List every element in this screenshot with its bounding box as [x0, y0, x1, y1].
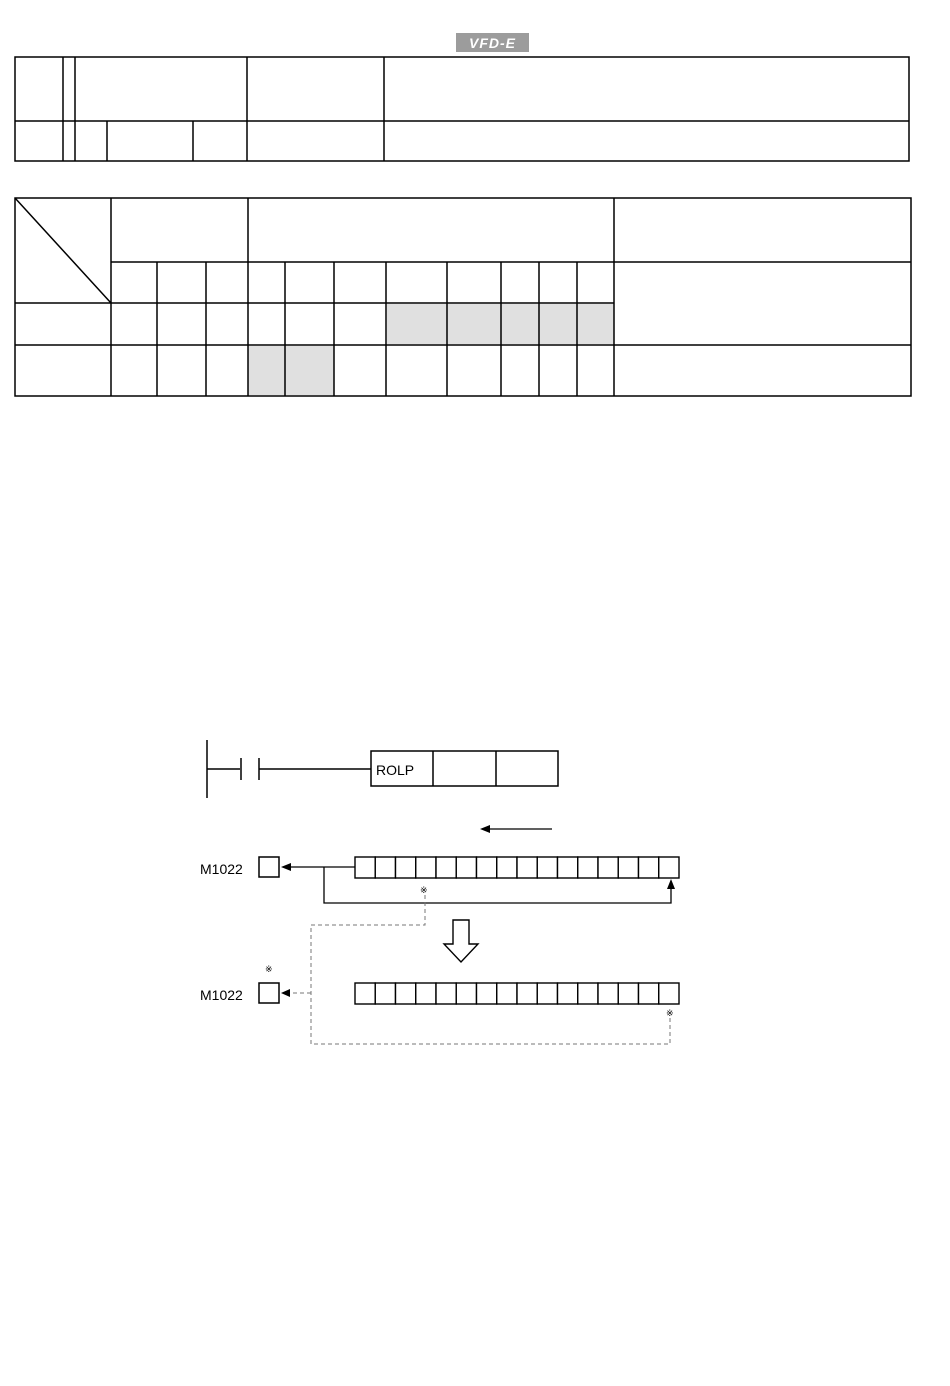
carry-bit-box-after: [259, 983, 279, 1003]
bit-cell: [497, 857, 517, 878]
bit-cell: [477, 983, 497, 1004]
instruction-header-table: [15, 57, 909, 161]
mark-carry-after: ※: [265, 965, 273, 975]
carry-bit-box-before: [259, 857, 279, 877]
bit-cell: [558, 857, 578, 878]
bit-cell: [639, 983, 659, 1004]
dashed-tracking-path: [290, 895, 670, 1044]
bit-cell: [375, 983, 395, 1004]
bit-cell: [456, 857, 476, 878]
bit-word-before: [355, 857, 679, 878]
rotation-direction-arrow: [480, 825, 552, 833]
bit-cell: [436, 857, 456, 878]
bit-cell: [659, 983, 679, 1004]
operand-table: [15, 198, 911, 396]
bit-cell: [416, 857, 436, 878]
bit-cell: [659, 857, 679, 878]
bit-cell: [517, 857, 537, 878]
shaded-cells-row2: [248, 346, 334, 395]
bit-cell: [517, 983, 537, 1004]
result-down-arrow: [444, 920, 478, 962]
bit-cell: [375, 857, 395, 878]
bit-cell: [618, 983, 638, 1004]
bit-cell: [456, 983, 476, 1004]
bit-cell: [396, 857, 416, 878]
bit-cell: [355, 857, 375, 878]
bit-cell: [558, 983, 578, 1004]
mark-bit-before: ※: [420, 886, 428, 896]
bit-cell: [436, 983, 456, 1004]
bit-cell: [416, 983, 436, 1004]
bit-cell: [497, 983, 517, 1004]
instruction-label: ROLP: [376, 762, 415, 778]
corner-diagonal: [15, 198, 111, 303]
bit-cell: [477, 857, 497, 878]
bit-cell: [578, 857, 598, 878]
carry-flag-label-before: M1022: [200, 861, 243, 877]
vfd-e-logo: VFD-E: [456, 33, 529, 52]
bit-cell: [355, 983, 375, 1004]
bit-word-after: [355, 983, 679, 1004]
carry-flag-label-after: M1022: [200, 987, 243, 1003]
mark-bit-after: ※: [666, 1009, 674, 1019]
bit-cell: [578, 983, 598, 1004]
bit-cell: [598, 983, 618, 1004]
bit-cell: [639, 857, 659, 878]
bit-cell: [537, 983, 557, 1004]
bit-cell: [537, 857, 557, 878]
dashed-arrowhead: [281, 989, 290, 997]
bit-cell: [598, 857, 618, 878]
carry-arrow-before: [281, 863, 355, 871]
bit-cell: [618, 857, 638, 878]
bit-cell: [396, 983, 416, 1004]
